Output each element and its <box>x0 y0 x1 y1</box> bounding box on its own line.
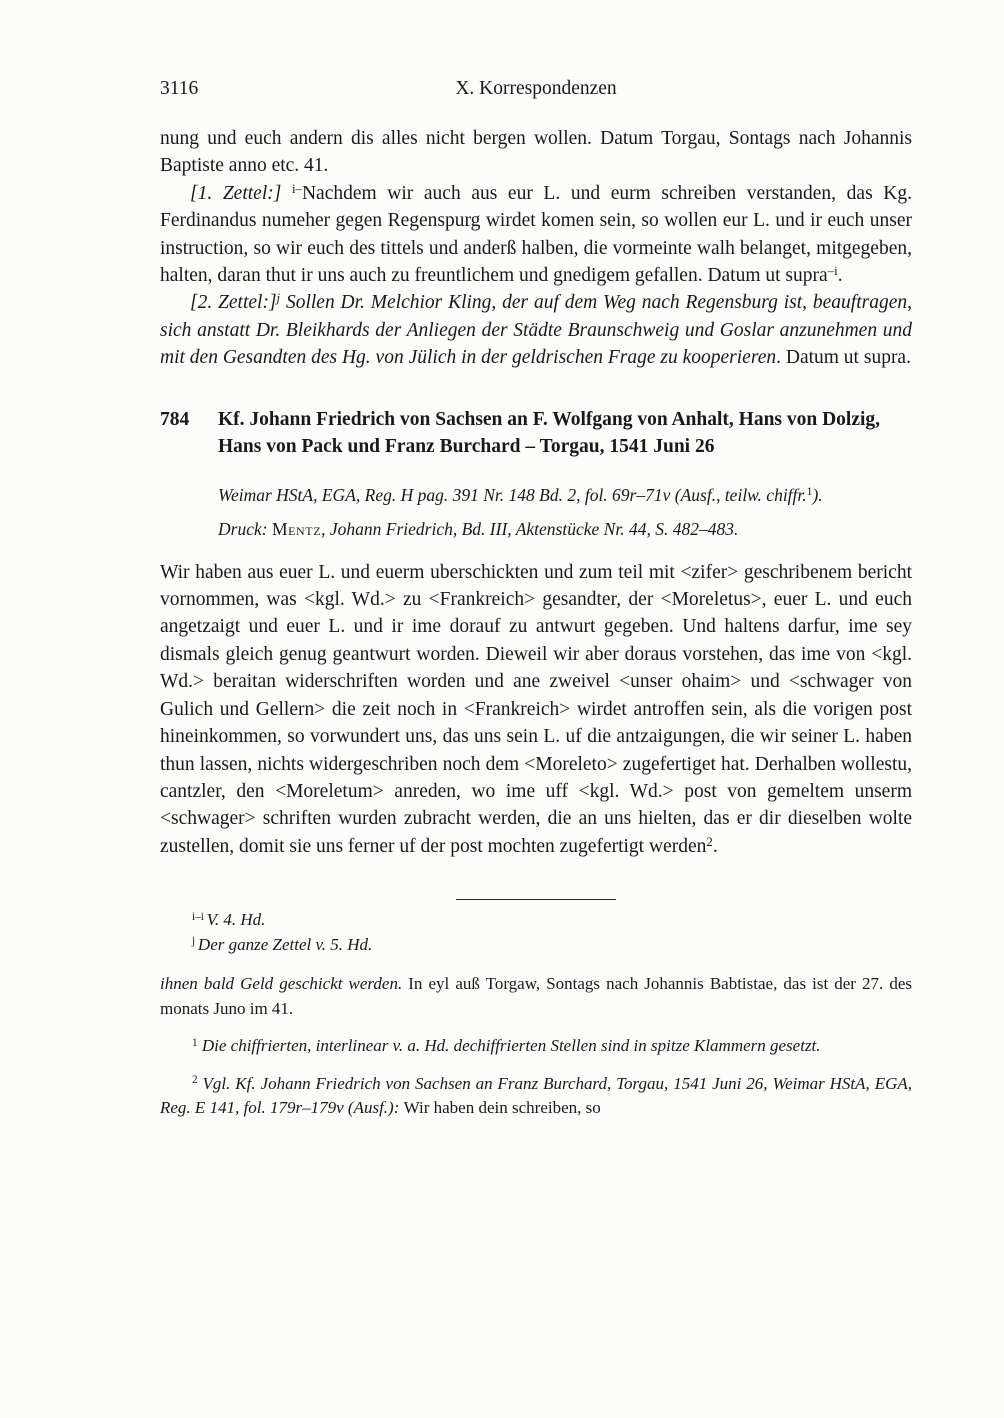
paragraph-zettel-1: [1. Zettel:] $^{i-}$Nachdem wir auch aus eur L. und eurm schreiben verstanden, das Kg. Ferdinandus numeher gegen Regenspurg wirdet komen sein, so wollen eur L. und ir euch unser instruction, so wir euch des tittels und anderß halben, die vormeinte walh belanget, mitgegeben, halten, daran thut ir uns auch zu freuntlichem und gnedigem gefallen. Datum ut supra$^{-i}$. <box>160 181 912 287</box>
letter-note-i: $^{i-i}$ V. 4. Hd. <box>192 910 266 930</box>
page-number: 3116 <box>160 78 199 99</box>
previous-letter-continuation <box>160 125 912 372</box>
paragraph: nung und euch andern dis alles nicht bergen wollen. Datum Torgau, Sontags nach Johannis Baptiste anno etc. 41. <box>160 128 912 177</box>
letter-body <box>160 559 912 860</box>
footnote-2: $^2$ Vgl. Kf. Johann Friedrich von Sachsen an Franz Burchard, Torgau, 1541 Juni 26, Weimar HStA, EGA, Reg. E 141, fol. 179r–179v (Ausf.): Wir haben dein schreiben, so <box>160 1073 912 1118</box>
letter-text: Wir haben aus euer L. und euerm uberschickten und zum teil mit <zifer> geschribenem bericht vornommen, was <kgl. Wd.> zu <Frankreich> gesandter, der <Moreletus>, euer L. und euch angetzaigt und euer L. und ir ime dorauf zu antwurt gegeben. Und haltens darfur, ime sey dismals gleich genug geantwurt worden. Dieweil wir aber doraus vorstehen, das ime von <kgl. Wd.> beraitan widerschriften worden und ane zweivel <unser ohaim> und <schwager von Gulich und Gellern> die zeit noch in <Frankreich> wirdet antroffen sein, als die vorigen post hineinkommen, so vorwundert uns, das uns sein L. uf die antzaigungen, die wir seiner L. haben thun lassen, nichts widergeschriben noch dem <Moreleto> zugefertiget hat. Derhalben wollestu, cantzler, den <Moreletum> anreden, wo ime uff <kgl. Wd.> post von gemeltem unserm <schwager> schriften wurden zubracht werden, die an uns hielten, das er dir dieselben wolte zustellen, domit sie uns ferner uf der post mochten zugefertigt werden$^2$. <box>160 561 912 857</box>
running-head: X. Korrespondenzen <box>455 78 617 99</box>
source-block <box>218 483 912 542</box>
footnote-rule <box>456 899 616 900</box>
paragraph-zettel-2: [2. Zettel:]$^j$ Sollen Dr. Melchior Kling, der auf dem Weg nach Regensburg ist, beauftragen, sich anstatt Dr. Bleikhards der Anliegen der Städte Braunschweig und Goslar anzunehmen und mit den Gesandten des Hg. von Jülich in der geldrischen Frage zu kooperieren. Datum ut supra. <box>160 291 912 369</box>
letter-note-j: $^j$ Der ganze Zettel v. 5. Hd. <box>192 934 373 954</box>
page-header <box>160 78 912 106</box>
footnote-section <box>160 908 912 1121</box>
print-reference: Druck: Mentz, Johann Friedrich, Bd. III, Aktenstücke Nr. 44, S. 482–483. <box>218 518 739 539</box>
document-title: Kf. Johann Friedrich von Sachsen an F. Wolfgang von Anhalt, Hans von Dolzig, Hans von Pack und Franz Burchard – Torgau, 1541 Juni 26 <box>218 408 881 458</box>
document-number: 784 <box>160 408 190 430</box>
footnote-1: $^1$ Die chiffrierten, interlinear v. a. Hd. dechiffrierten Stellen sind in spitze Klammern gesetzt. <box>192 1036 821 1056</box>
footnote-carryover: ihnen bald Geld geschickt werden. In eyl auß Torgaw, Sontags nach Johannis Babtistae, das ist der 27. des monats Juno im 41. <box>160 974 912 1018</box>
document-heading <box>160 406 912 461</box>
archive-reference: Weimar HStA, EGA, Reg. H pag. 391 Nr. 148 Bd. 2, fol. 69r–71v (Ausf., teilw. chiffr.$^1$). <box>218 484 823 505</box>
